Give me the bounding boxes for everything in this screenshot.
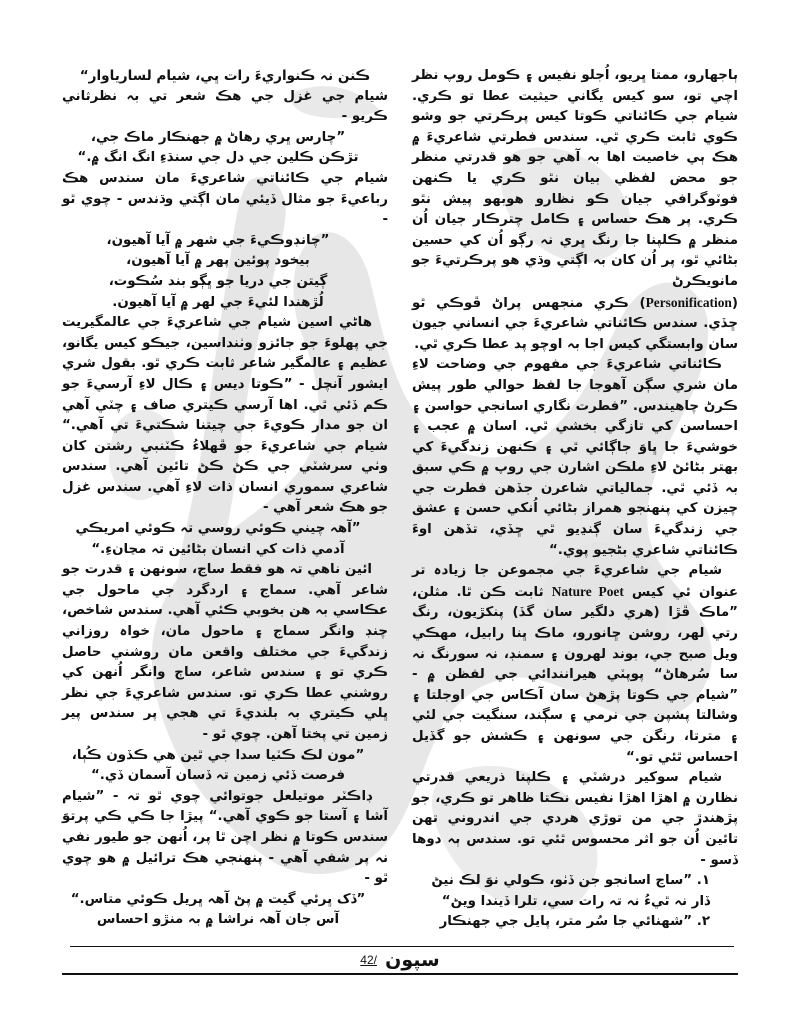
verse-line: ”آهہ چيني ڪوئي روسي تہ ڪوئي امريڪي [75,521,361,537]
verse-heading: ڪنن نہ ڪنواريءَ رات ڀي، شيام لسارياوار“ [79,68,371,84]
verse-line: تڙڪن ڪلين جي دل جي سنڌءِ انگ انگ ۾.“ [77,150,359,166]
doha-line-2: ڏار نہ ٿيءُ نہ تہ رات سي، تلرا ڏيندا ويڻ“ [441,893,710,909]
verse-line: آس جان آهہ نراشا ۾ بہ منڙو احساس [96,912,340,928]
paragraph-doha-intro: شيام سوکير درشٽي ۽ ڪلپنا ذريعي قدرتي نظارن ۾ اهڙا اهڙا نفيس نڪتا ظاهر تو ڪري، جو پڙهندڙ جي من توڙي هردي جي اندروني تهن تائين اُن جو اثر محسوس ٿئي تو. سندس ٻہ دوها ڏسو - [412,770,738,868]
verse-line: آدمي ذات کي انسان بڻائين تہ مڃانءِ.“ [91,541,345,557]
magazine-name: سپون [385,949,440,971]
text-fragment: ثابت ڪن ٿا. مثلن، ”ماڪ ڦڙا (هري دلگير سان گڏ) پنکڙيون، رنگ رتي لهر، روشن ڇانورو، ماڪ ڀنا رابيل، مهڪي ويل صبح جي، بوند لهرون ۽ سمنڊ، نہ سورنگ نہ سا سُرهاڻ“ پوپٽي هيرانندائي جي لفظن ۾ - ”شيام جي ڪوتا پڙهڻ سان آڪاس جي اوجلتا ۽ وشالتا پشپن جي نرمي ۽ سڳند، سنگيت جي لئي ۽ مترتا، رنگن جي سونهن ۽ ڪشش جو گڏيل احساس ٿئي تو.“ [412,584,738,765]
paragraph-nature-poet [412,561,738,768]
paragraph-society: ائين ناهي تہ هو فقط ساڃ، سونهن ۽ قدرت جو شاعر آهي. سماج ۽ اردگرد جي ماحول جي عڪاسي بہ هن بخوبي ڪئي آهي. سندس شاخص، چنڊ وانگر سماج ۽ ماحول مان، خواہ روزاني زندگيءَ جي مختلف واقعن مان روشني حاصل ڪري تو ۽ سندس شاعر، ساڄ وانگر اُنهن کي روشني عطا ڪري تو. سندس شاعريءَ جي نظر ڀلي ڪيتري بہ بلنديءَ تي هجي پر سندس پير زمين تي پختا آهن. چوي ٿو - [62,562,388,742]
paragraph-cosmic-poetry: ڪائناتي شاعريءَ جي مفهوم جي وضاحت لاءِ مان شري سڳن آهوجا جا لفظ حوالي طور پيش ڪرڻ چاهيندس. ”فطرت نگاري اسانجي حواسن ۽ احساسن کي تازگي بخشي ٿي. اسان ۾ عجب ۽ خوشيءَ جا ڀاوَ جاڳائي ٿي ۽ ڪنهن زندگيءَ کي بهتر بڻائڻ لاءِ ملڪن اشارن جي روپ ۾ ڪي سبق بہ ڏئي ٿي. جمالياتي شاعرن جڏهن فطرت جي چيزن کي پنهنجو همراز بڻائي اُنکي حسن ۽ عشق جي زندگيءَ سان ڳنڍيو ٿي ڇڏي، تڏهن اوءَ ڪائناتي شاعري بڻجيو پوي.“ [412,357,738,558]
paragraph-universality: هاڻي اسين شيام جي شاعريءَ جي عالمگيريت جي پهلوءَ جو جائزو وٺنداسين، جيڪو کيس يگانو، عظيم ۽ عالمگير شاعر ثابت ڪري ٿو. بقول شري ايشور آنچل - ”ڪوتا ديس ۽ ڪال لاءِ آرسيءَ جو ڪم ڏئي ٿي. اها آرسي ڪيتري صاف ۽ چٽي آهي ان جو مدار ڪويءَ جي چيتنا شڪتيءَ تي آهي.“ شيام جي شاعريءَ جو ڦهلاءُ ڪٽنبي رشتن کان وٺي سرشٽي جي ڪڻ ڪڻ تائين آهي. سندس شاعري سموري انسان ذات لاءِ آهي. سندس غزل جو هڪ شعر آهي - [62,315,388,516]
page-number: 42/ [360,953,377,967]
verse-line: بيخود پوئين پهر ۾ آيا آهيون، [126,253,310,269]
verse-line: ڳيتن جي دريا جو ڀڳو بند سُڪوت، [108,273,328,289]
verse-line: لُڙهندا لئيءَ جي لهر ۾ آيا آهيون. [112,294,324,310]
latin-term-personification: Personification [645,294,732,310]
paragraph-personification [412,293,738,356]
doha-line-3: ٢. ”شهنائي جا سُر متر، پايل جي جهنڪار [439,914,710,930]
text-fragment: ( [731,295,738,311]
verse-line: ”چارس ڀري رهاڻ ۾ جهنڪار ماڪ جي، [90,129,346,145]
article-page [62,66,738,946]
latin-term-nature-poet: Nature Poet [551,583,624,599]
left-column [62,66,388,946]
text-fragment: شيام جي شاعريءَ جي مجموعن جا زيادہ تر عنوان ئي کيس [412,563,739,600]
text-fragment: ) ڪري منجهس پراڻ ڦوڪي ٿو ڇڏي. سندس ڪائناتي شاعريءَ جي انساني جيون سان وابستگي کيس اجا بہ اوچو پد عطا ڪري ٿي. [412,295,738,352]
doha-line-1: ١. ”ساڃ اسانجو جن ڏٺو، ڪولي نوَ لڪ نيڻ [431,873,710,889]
paragraph-continuation: ٻاجهارو، ممتا ڀريو، اُجلو نفيس ۽ ڪومل روپ نظر اچي تو، سو کيس يگاني حيثيت عطا تو ڪري. شيام جي ڪائناتي ڪوتا کيس پرڪرتي جو وشو ڪوي ثابت ڪري ٿي. سندس فطرتي شاعريءَ ۾ هڪ ٻي خاصيت اها بہ آهي جو هو قدرتي منظر جو محض لفظي بيان نٿو ڪري يا ڪنهن فوٽوگرافي جيان ڪو نظارو هوبهو پيش نٿو ڪري. پر هڪ حساس ۽ ڪامل چترڪار جيان اُن منظر ۾ ڪلپنا جا رنگ ڀري نہ رڳو اُن کي حسين بڻائي ٿو، پر اُن کان بہ اڳتي وڌي هو پرڪرتيءَ جو مانويڪرڻ [412,68,738,289]
paragraph-ghazal-intro: شيام جي غزل جي هڪ شعر تي بہ نظرثاني ڪريو - [62,88,388,125]
footer-label [62,950,738,971]
paragraph-hope: ڊاڪٽر موتيلعل جوتوائي چوي ٿو تہ - ”شيام آشا ۽ آستا جو ڪوي آهي.“ پيڙا جا ڪي ڪي پرتوَ سندس ڪوتا ۾ نظر اچن ٿا پر، اُنهن جو طيور نفي نہ پر شفي آهي - پنهنجي هڪ ترائيل ۾ هو چوي ٿو - [62,788,388,887]
right-column [412,66,738,946]
verse-line: ”مون لڪ ڪٽيا سدا جي ٿين هي ڪڏون ڪُٻا، [71,747,365,763]
paragraph-rubai-intro: شيام جي ڪائناتي شاعريءَ مان سندس هڪ رباعيءَ جو مثال ڏيئي مان اڳتي وڌندس - چوي ٿو - [62,170,388,228]
footer-rule-top [70,946,734,947]
verse-line: ”ڏک ڀرئي گيت ۾ پڻ آهہ ڀريل ڪوئي متاس.“ [70,891,366,907]
footer-rule-bottom [62,973,738,975]
verse-line: ”چانڊوڪيءَ جي شهر ۾ آيا آهيون، [106,232,330,248]
verse-line: فرصت ڏئي زمين تہ ڏسان آسمان ڏي.“ [90,768,346,784]
